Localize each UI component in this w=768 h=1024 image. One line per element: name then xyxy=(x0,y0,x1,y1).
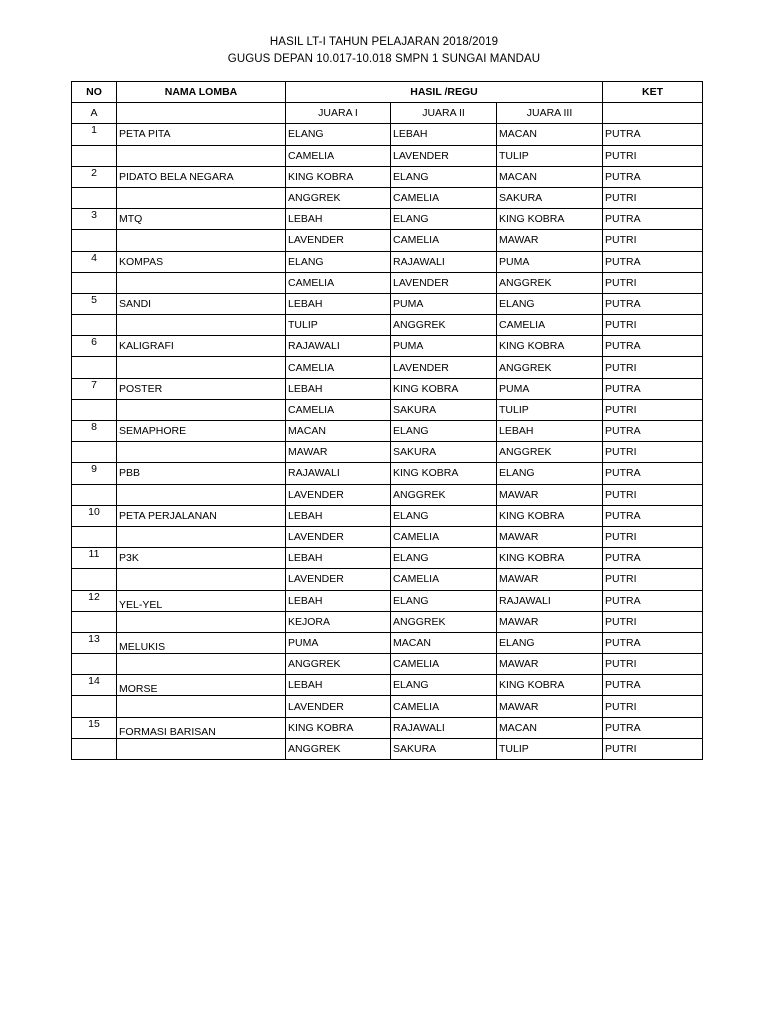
competition-name-empty xyxy=(117,738,286,759)
table-row-putra xyxy=(72,251,703,272)
table-row-putra xyxy=(72,421,703,442)
table-row-putri xyxy=(72,357,703,378)
juara-1-putri: CAMELIA xyxy=(286,399,391,420)
ket-putri: PUTRI xyxy=(603,230,703,251)
table-row-putra xyxy=(72,590,703,611)
subheader-juara-2: JUARA II xyxy=(391,103,497,124)
ket-putri: PUTRI xyxy=(603,611,703,632)
juara-1-putra: RAJAWALI xyxy=(286,463,391,484)
table-row-putri xyxy=(72,569,703,590)
header-row xyxy=(72,82,703,103)
row-number-empty xyxy=(72,187,117,208)
competition-name: FORMASI BARISAN xyxy=(117,717,286,738)
juara-1-putra: LEBAH xyxy=(286,675,391,696)
juara-2-putri: LAVENDER xyxy=(391,357,497,378)
row-number: 12 xyxy=(72,590,117,611)
ket-putri: PUTRI xyxy=(603,357,703,378)
competition-name: PETA PITA xyxy=(117,124,286,145)
row-number-empty xyxy=(72,272,117,293)
juara-3-putri: MAWAR xyxy=(497,526,603,547)
juara-2-putra: PUMA xyxy=(391,293,497,314)
juara-3-putri: TULIP xyxy=(497,399,603,420)
competition-name: PBB xyxy=(117,463,286,484)
juara-1-putri: LAVENDER xyxy=(286,569,391,590)
row-number: 15 xyxy=(72,717,117,738)
competition-name: MTQ xyxy=(117,209,286,230)
competition-name: SANDI xyxy=(117,293,286,314)
juara-3-putra: ELANG xyxy=(497,463,603,484)
row-number: 10 xyxy=(72,505,117,526)
table-row-putri xyxy=(72,526,703,547)
juara-2-putra: ELANG xyxy=(391,505,497,526)
competition-name-empty xyxy=(117,654,286,675)
juara-2-putri: ANGGREK xyxy=(391,484,497,505)
table-row-putri xyxy=(72,738,703,759)
juara-1-putra: LEBAH xyxy=(286,209,391,230)
competition-name-empty xyxy=(117,187,286,208)
juara-3-putri: MAWAR xyxy=(497,654,603,675)
table-row-putri xyxy=(72,442,703,463)
row-number-empty xyxy=(72,399,117,420)
ket-putri: PUTRI xyxy=(603,315,703,336)
juara-2-putra: LEBAH xyxy=(391,124,497,145)
juara-3-putra: MACAN xyxy=(497,717,603,738)
juara-1-putra: LEBAH xyxy=(286,378,391,399)
ket-putra: PUTRA xyxy=(603,675,703,696)
juara-1-putri: LAVENDER xyxy=(286,230,391,251)
row-number: 5 xyxy=(72,293,117,314)
juara-2-putri: ANGGREK xyxy=(391,611,497,632)
ket-putri: PUTRI xyxy=(603,145,703,166)
row-number-empty xyxy=(72,696,117,717)
juara-3-putri: TULIP xyxy=(497,145,603,166)
competition-name-empty xyxy=(117,315,286,336)
results-body xyxy=(72,124,703,760)
ket-putra: PUTRA xyxy=(603,421,703,442)
juara-1-putri: ANGGREK xyxy=(286,187,391,208)
row-number-empty xyxy=(72,315,117,336)
juara-3-putra: KING KOBRA xyxy=(497,209,603,230)
ket-putri: PUTRI xyxy=(603,569,703,590)
row-number: 13 xyxy=(72,632,117,653)
juara-2-putra: ELANG xyxy=(391,590,497,611)
juara-2-putri: SAKURA xyxy=(391,442,497,463)
competition-name-empty xyxy=(117,526,286,547)
juara-1-putra: ELANG xyxy=(286,251,391,272)
ket-putri: PUTRI xyxy=(603,526,703,547)
juara-3-putri: MAWAR xyxy=(497,484,603,505)
juara-2-putra: RAJAWALI xyxy=(391,251,497,272)
juara-1-putra: RAJAWALI xyxy=(286,336,391,357)
juara-3-putri: SAKURA xyxy=(497,187,603,208)
row-number-empty xyxy=(72,484,117,505)
juara-2-putri: ANGGREK xyxy=(391,315,497,336)
juara-1-putra: KING KOBRA xyxy=(286,166,391,187)
table-row-putri xyxy=(72,145,703,166)
juara-3-putri: ANGGREK xyxy=(497,357,603,378)
table-row-putri xyxy=(72,315,703,336)
header-no: NO xyxy=(72,82,117,103)
competition-name: KALIGRAFI xyxy=(117,336,286,357)
header-nama-lomba: NAMA LOMBA xyxy=(117,82,286,103)
table-row-putra xyxy=(72,166,703,187)
juara-2-putri: LAVENDER xyxy=(391,145,497,166)
competition-name: PETA PERJALANAN xyxy=(117,505,286,526)
ket-putra: PUTRA xyxy=(603,717,703,738)
table-row-putra xyxy=(72,124,703,145)
row-number-empty xyxy=(72,442,117,463)
juara-3-putri: MAWAR xyxy=(497,569,603,590)
row-number: 1 xyxy=(72,124,117,145)
table-row-putra xyxy=(72,378,703,399)
header-ket: KET xyxy=(603,82,703,103)
juara-2-putri: CAMELIA xyxy=(391,526,497,547)
juara-1-putra: KING KOBRA xyxy=(286,717,391,738)
competition-name-empty xyxy=(117,569,286,590)
juara-1-putri: ANGGREK xyxy=(286,738,391,759)
row-number-empty xyxy=(72,357,117,378)
competition-name-empty xyxy=(117,484,286,505)
competition-name-empty xyxy=(117,399,286,420)
ket-putra: PUTRA xyxy=(603,293,703,314)
subheader-row xyxy=(72,103,703,124)
competition-name: KOMPAS xyxy=(117,251,286,272)
row-number: 3 xyxy=(72,209,117,230)
table-row-putri xyxy=(72,484,703,505)
competition-name: YEL-YEL xyxy=(117,590,286,611)
juara-3-putra: RAJAWALI xyxy=(497,590,603,611)
juara-1-putri: TULIP xyxy=(286,315,391,336)
row-number-empty xyxy=(72,145,117,166)
juara-3-putra: ELANG xyxy=(497,293,603,314)
row-number-empty xyxy=(72,526,117,547)
document-title xyxy=(0,34,768,68)
juara-2-putra: MACAN xyxy=(391,632,497,653)
juara-1-putri: CAMELIA xyxy=(286,145,391,166)
juara-3-putra: MACAN xyxy=(497,166,603,187)
juara-3-putra: LEBAH xyxy=(497,421,603,442)
subheader-juara-1: JUARA I xyxy=(286,103,391,124)
table-row-putra xyxy=(72,675,703,696)
table-row-putri xyxy=(72,272,703,293)
juara-2-putra: ELANG xyxy=(391,548,497,569)
juara-3-putra: ELANG xyxy=(497,632,603,653)
juara-1-putra: LEBAH xyxy=(286,590,391,611)
competition-name: MELUKIS xyxy=(117,632,286,653)
table-row-putri xyxy=(72,654,703,675)
competition-name-empty xyxy=(117,696,286,717)
table-row-putri xyxy=(72,399,703,420)
juara-1-putra: LEBAH xyxy=(286,293,391,314)
competition-name: P3K xyxy=(117,548,286,569)
juara-2-putra: ELANG xyxy=(391,675,497,696)
ket-putra: PUTRA xyxy=(603,590,703,611)
competition-name: POSTER xyxy=(117,378,286,399)
juara-2-putra: KING KOBRA xyxy=(391,463,497,484)
row-number-empty xyxy=(72,611,117,632)
row-number: 8 xyxy=(72,421,117,442)
table-row-putra xyxy=(72,717,703,738)
ket-putri: PUTRI xyxy=(603,442,703,463)
juara-3-putri: MAWAR xyxy=(497,696,603,717)
ket-putra: PUTRA xyxy=(603,505,703,526)
juara-2-putra: ELANG xyxy=(391,166,497,187)
ket-putri: PUTRI xyxy=(603,187,703,208)
competition-name: SEMAPHORE xyxy=(117,421,286,442)
table-row-putri xyxy=(72,696,703,717)
ket-putra: PUTRA xyxy=(603,124,703,145)
table-row-putra xyxy=(72,548,703,569)
juara-1-putri: LAVENDER xyxy=(286,696,391,717)
ket-putri: PUTRI xyxy=(603,738,703,759)
juara-2-putra: PUMA xyxy=(391,336,497,357)
row-number: 11 xyxy=(72,548,117,569)
row-number: 14 xyxy=(72,675,117,696)
juara-3-putri: CAMELIA xyxy=(497,315,603,336)
juara-1-putri: MAWAR xyxy=(286,442,391,463)
juara-1-putra: PUMA xyxy=(286,632,391,653)
juara-2-putri: LAVENDER xyxy=(391,272,497,293)
juara-2-putra: ELANG xyxy=(391,209,497,230)
ket-putra: PUTRA xyxy=(603,463,703,484)
ket-putri: PUTRI xyxy=(603,399,703,420)
juara-1-putri: CAMELIA xyxy=(286,272,391,293)
competition-name-empty xyxy=(117,230,286,251)
juara-3-putri: ANGGREK xyxy=(497,272,603,293)
juara-1-putri: LAVENDER xyxy=(286,526,391,547)
juara-2-putri: CAMELIA xyxy=(391,187,497,208)
table-row-putra xyxy=(72,209,703,230)
juara-3-putra: KING KOBRA xyxy=(497,336,603,357)
row-number: 2 xyxy=(72,166,117,187)
table-row-putra xyxy=(72,632,703,653)
juara-1-putra: LEBAH xyxy=(286,548,391,569)
ket-putra: PUTRA xyxy=(603,166,703,187)
ket-putra: PUTRA xyxy=(603,336,703,357)
table-row-putri xyxy=(72,611,703,632)
competition-name: PIDATO BELA NEGARA xyxy=(117,166,286,187)
juara-3-putri: TULIP xyxy=(497,738,603,759)
juara-2-putri: SAKURA xyxy=(391,738,497,759)
results-table xyxy=(71,81,703,760)
juara-1-putri: LAVENDER xyxy=(286,484,391,505)
juara-2-putri: SAKURA xyxy=(391,399,497,420)
subheader-ket-empty xyxy=(603,103,703,124)
juara-2-putri: CAMELIA xyxy=(391,569,497,590)
row-number-empty xyxy=(72,654,117,675)
juara-2-putri: CAMELIA xyxy=(391,230,497,251)
juara-3-putra: KING KOBRA xyxy=(497,675,603,696)
row-number-empty xyxy=(72,230,117,251)
juara-3-putra: KING KOBRA xyxy=(497,505,603,526)
juara-3-putra: PUMA xyxy=(497,378,603,399)
competition-name-empty xyxy=(117,442,286,463)
competition-name-empty xyxy=(117,145,286,166)
subheader-a: A xyxy=(72,103,117,124)
subheader-empty xyxy=(117,103,286,124)
juara-3-putri: MAWAR xyxy=(497,611,603,632)
ket-putri: PUTRI xyxy=(603,696,703,717)
juara-1-putri: KEJORA xyxy=(286,611,391,632)
juara-1-putra: MACAN xyxy=(286,421,391,442)
juara-1-putri: ANGGREK xyxy=(286,654,391,675)
juara-1-putra: ELANG xyxy=(286,124,391,145)
title-line-1: HASIL LT-I TAHUN PELAJARAN 2018/2019 xyxy=(269,36,499,48)
row-number: 7 xyxy=(72,378,117,399)
row-number-empty xyxy=(72,569,117,590)
table-row-putra xyxy=(72,293,703,314)
row-number-empty xyxy=(72,738,117,759)
juara-2-putri: CAMELIA xyxy=(391,654,497,675)
ket-putra: PUTRA xyxy=(603,251,703,272)
subheader-juara-3: JUARA III xyxy=(497,103,603,124)
juara-2-putra: ELANG xyxy=(391,421,497,442)
competition-name-empty xyxy=(117,611,286,632)
table-row-putra xyxy=(72,505,703,526)
ket-putra: PUTRA xyxy=(603,209,703,230)
header-hasil-regu: HASIL /REGU xyxy=(286,82,603,103)
juara-1-putra: LEBAH xyxy=(286,505,391,526)
table-row-putra xyxy=(72,336,703,357)
ket-putra: PUTRA xyxy=(603,632,703,653)
ket-putri: PUTRI xyxy=(603,272,703,293)
juara-3-putri: ANGGREK xyxy=(497,442,603,463)
juara-3-putri: MAWAR xyxy=(497,230,603,251)
title-line-2: GUGUS DEPAN 10.017-10.018 SMPN 1 SUNGAI MANDAU xyxy=(227,53,541,65)
row-number: 9 xyxy=(72,463,117,484)
row-number: 6 xyxy=(72,336,117,357)
juara-2-putra: RAJAWALI xyxy=(391,717,497,738)
table-row-putri xyxy=(72,187,703,208)
competition-name: MORSE xyxy=(117,675,286,696)
competition-name-empty xyxy=(117,272,286,293)
juara-3-putra: MACAN xyxy=(497,124,603,145)
table-row-putri xyxy=(72,230,703,251)
row-number: 4 xyxy=(72,251,117,272)
juara-2-putra: KING KOBRA xyxy=(391,378,497,399)
juara-3-putra: PUMA xyxy=(497,251,603,272)
juara-2-putri: CAMELIA xyxy=(391,696,497,717)
ket-putra: PUTRA xyxy=(603,548,703,569)
ket-putra: PUTRA xyxy=(603,378,703,399)
table-row-putra xyxy=(72,463,703,484)
ket-putri: PUTRI xyxy=(603,654,703,675)
competition-name-empty xyxy=(117,357,286,378)
juara-3-putra: KING KOBRA xyxy=(497,548,603,569)
juara-1-putri: CAMELIA xyxy=(286,357,391,378)
ket-putri: PUTRI xyxy=(603,484,703,505)
